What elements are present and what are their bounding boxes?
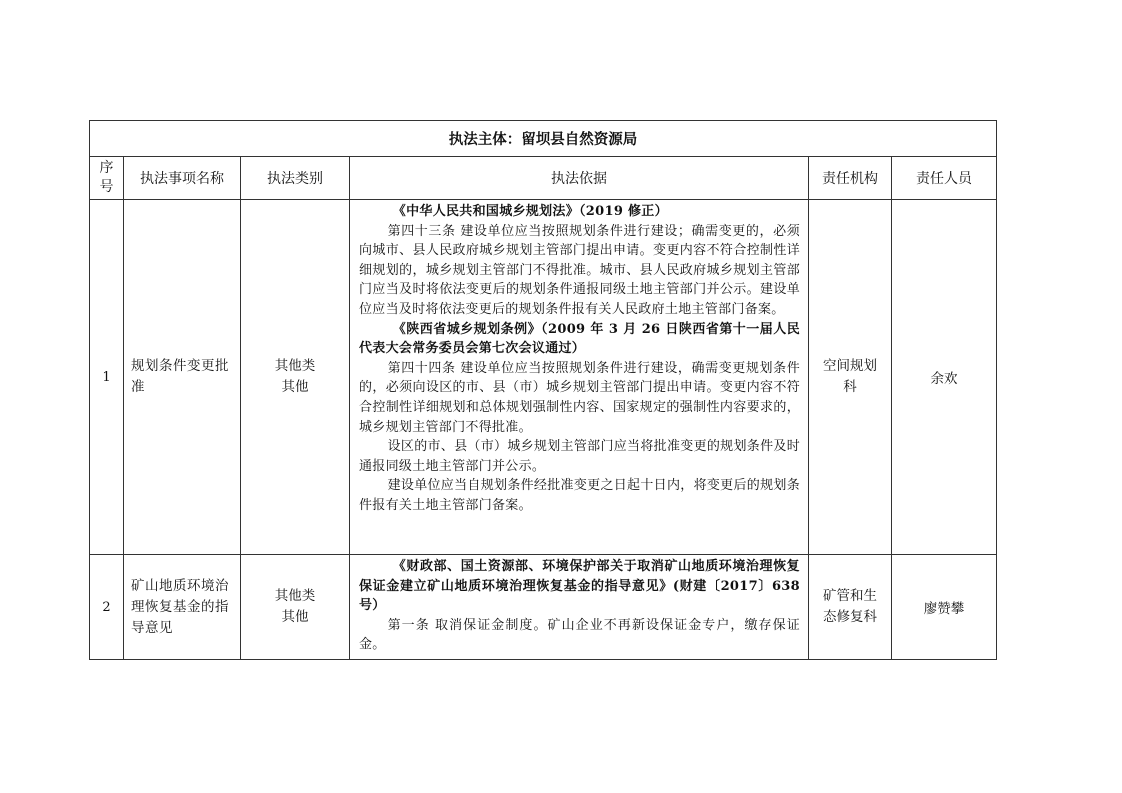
row-basis [350,555,809,660]
enforcement-table [89,120,997,660]
row-seq: 1 [90,200,124,555]
row-type-line2: 其他 [281,609,309,625]
row-type-line1: 其他类 [274,358,316,374]
row-org-line2: 科 [843,379,857,395]
basis-law-title: 《中华人民共和国城乡规划法》（2019 修正） [392,204,668,219]
header-name: 执法事项名称 [124,157,241,200]
row-basis [350,200,809,555]
table-row [90,555,997,660]
header-seq-line2: 号 [99,179,114,195]
title-row [90,121,997,157]
header-person: 责任人员 [892,157,997,200]
row-org [809,555,892,660]
row-name: 规划条件变更批准 [124,200,241,555]
basis-law-title: 《陕西省城乡规划条例》（2009 年 3 月 26 日陕西省第十一届人民代表大会常务委员会第七次会议通过） [359,321,800,357]
row-org-line1: 空间规划 [823,358,877,374]
basis-article: 第四十四条 建设单位应当按照规划条件进行建设，确需变更规划条件的，必须向设区的市、县（市）城乡规划主管部门提出申请。变更内容不符合控制性详细规划和总体规划强制性内容、国家规定的强制性内容要求的，城乡规划主管部门不得批准。 [359,360,800,435]
basis-article: 第四十三条 建设单位应当按照规划条件进行建设；确需变更的，必须向城市、县人民政府城乡规划主管部门提出申请。变更内容不符合控制性详细规划的，城乡规划主管部门不得批准。城市、县人民政府城乡规划主管部门应当及时将依法变更后的规划条件通报同级土地主管部门并公示。建设单位应当及时将依法变更后的规划条件报有关人民政府土地主管部门备案。 [359,223,800,317]
header-seq-line1: 序 [99,160,114,176]
row-type [241,555,350,660]
row-seq: 2 [90,555,124,660]
basis-article: 设区的市、县（市）城乡规划主管部门应当将批准变更的规划条件及时通报同级土地主管部门并公示。 [359,439,800,474]
row-type-line1: 其他类 [274,588,316,604]
header-seq [90,157,124,200]
header-basis: 执法依据 [350,157,809,200]
row-person: 余欢 [892,200,997,555]
table-row [90,200,997,555]
row-person: 廖赞攀 [892,555,997,660]
row-type-line2: 其他 [281,379,309,395]
table-title: 执法主体：留坝县自然资源局 [90,121,997,157]
basis-law-title: 《财政部、国土资源部、环境保护部关于取消矿山地质环境治理恢复保证金建立矿山地质环境治理恢复基金的指导意见》(财建〔2017〕638 号） [359,559,800,614]
basis-article: 第一条 取消保证金制度。矿山企业不再新设保证金专户，缴存保证金。 [359,617,800,653]
header-org: 责任机构 [809,157,892,200]
row-org-line2: 态修复科 [823,609,877,625]
row-org [809,200,892,555]
row-org-line1: 矿管和生 [823,588,877,604]
row-type [241,200,350,555]
header-row [90,157,997,200]
basis-article: 建设单位应当自规划条件经批准变更之日起十日内，将变更后的规划条件报有关土地主管部门备案。 [359,478,800,513]
row-name: 矿山地质环境治理恢复基金的指导意见 [124,555,241,660]
header-type: 执法类别 [241,157,350,200]
